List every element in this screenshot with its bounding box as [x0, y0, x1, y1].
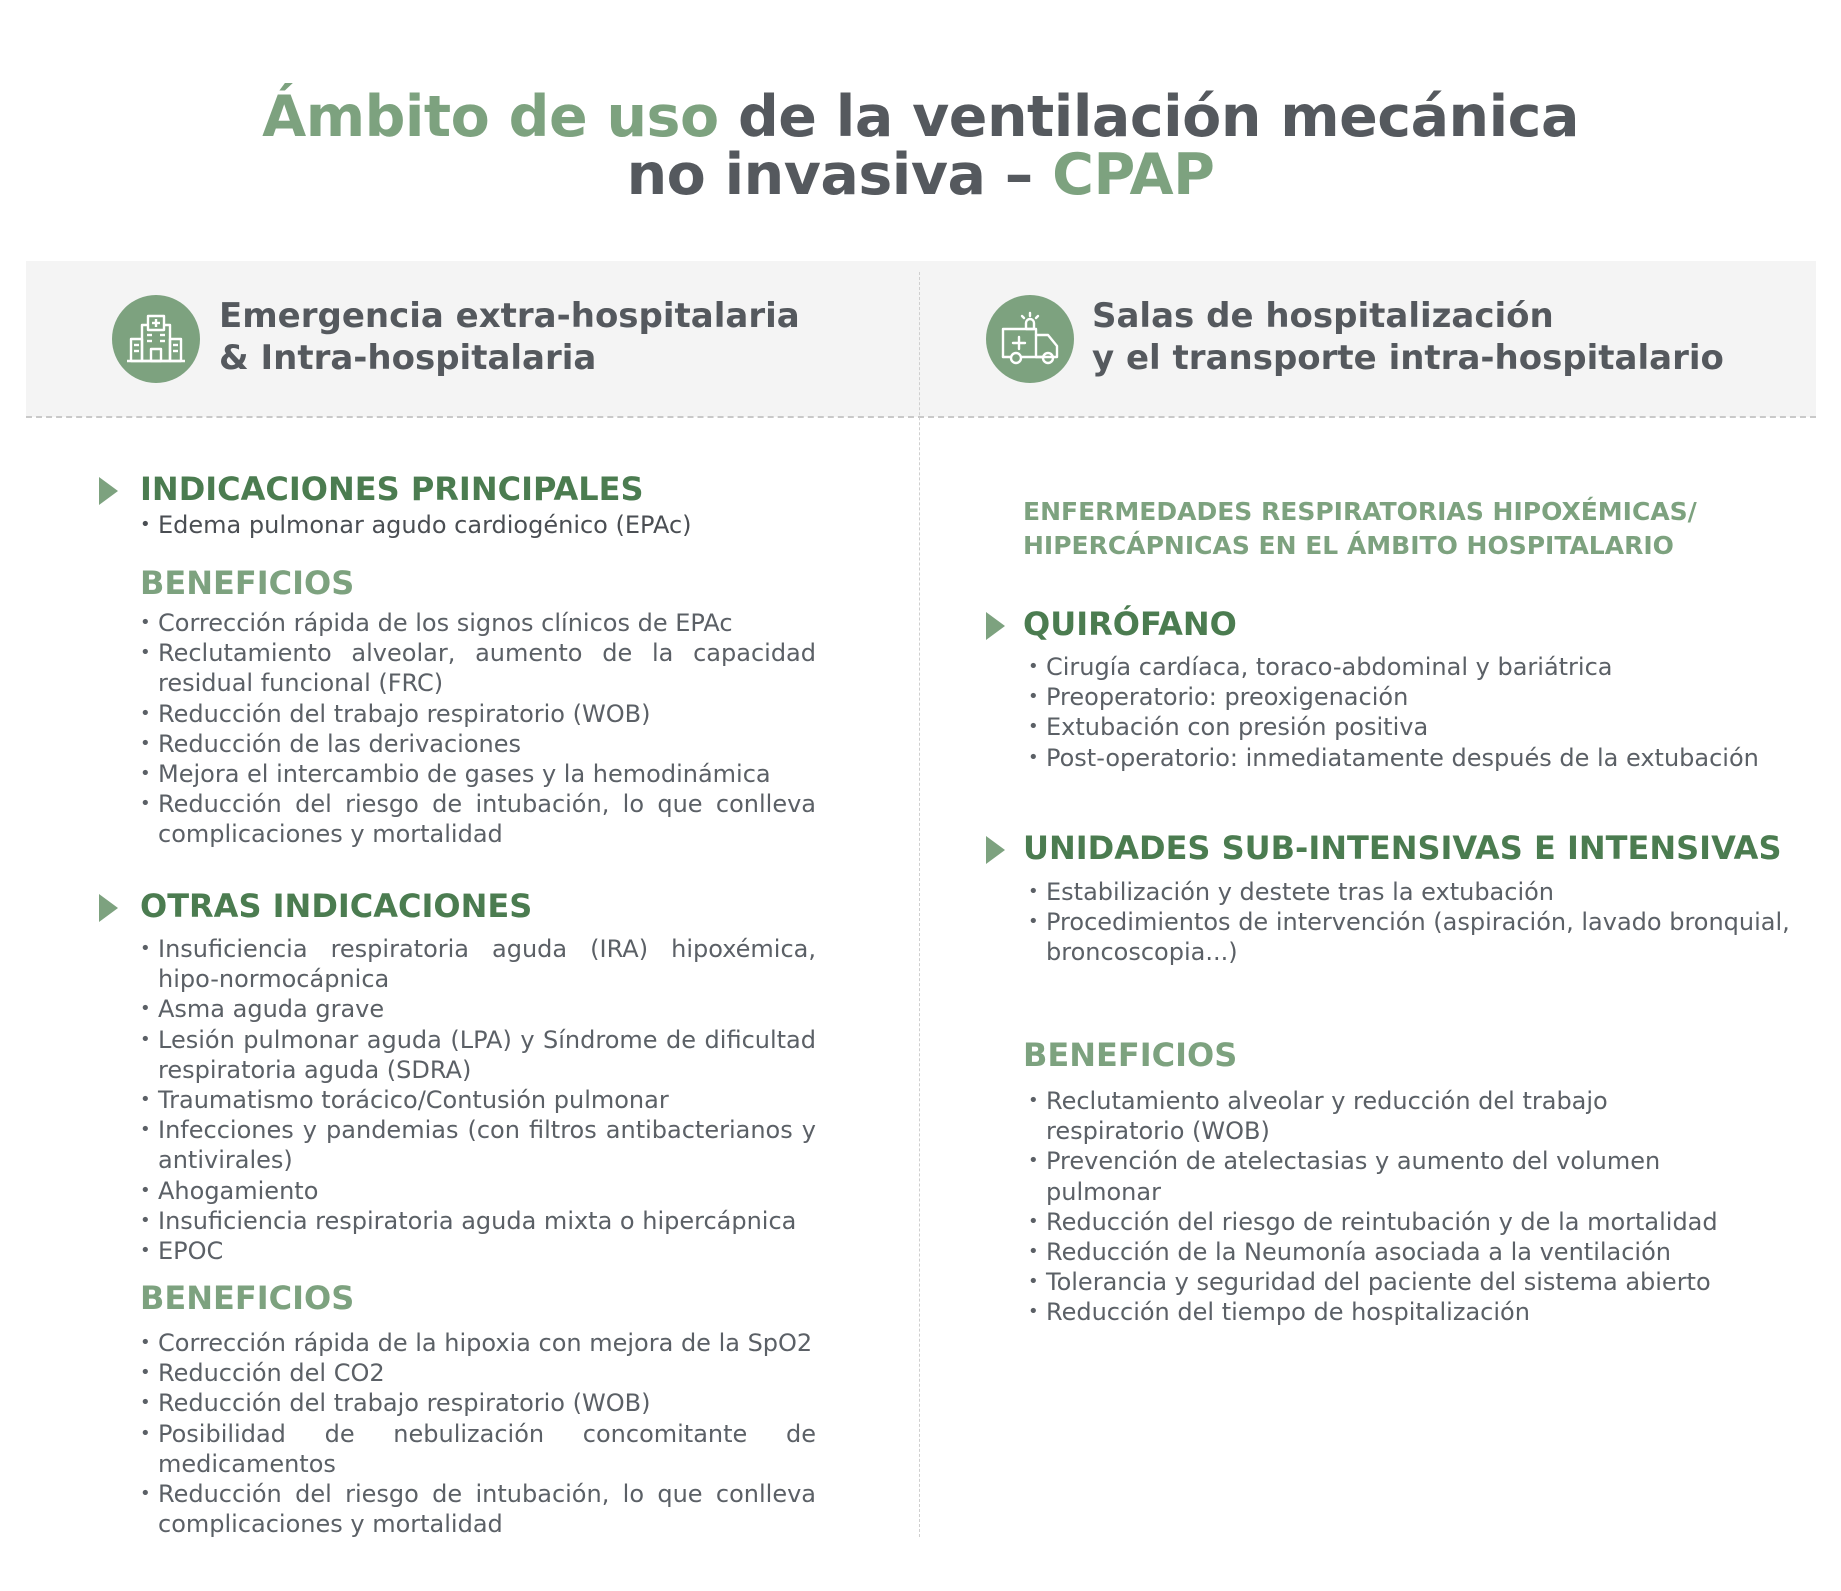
list-item: • Insuficiencia respiratoria aguda mixta o hipercápnica — [140, 1206, 816, 1236]
title-accent-1: Ámbito de uso — [262, 84, 719, 150]
enfermedades-line-2: HIPERCÁPNICAS EN EL ÁMBITO HOSPITALARIO — [1023, 531, 1674, 560]
list-item: • Estabilización y destete tras la extubación — [1028, 877, 1818, 907]
column-divider — [919, 272, 920, 1537]
list-item: • Corrección rápida de los signos clínicos de EPAc — [140, 608, 816, 638]
title-rest-1: de la ventilación mecánica — [718, 84, 1579, 150]
right-header-line-2: y el transporte intra-hospitalario — [1092, 338, 1724, 378]
list-item: • Reclutamiento alveolar y reducción del trabajo respiratorio (WOB) — [1028, 1086, 1636, 1146]
enfermedades-subhead — [1023, 495, 1697, 563]
list-item: • Lesión pulmonar aguda (LPA) y Síndrome de dificultad respiratoria aguda (SDRA) — [140, 1025, 816, 1085]
unidades-title: UNIDADES SUB-INTENSIVAS E INTENSIVAS — [1023, 829, 1782, 867]
beneficios-1-list — [140, 608, 816, 850]
enfermedades-line-1: ENFERMEDADES RESPIRATORIAS HIPOXÉMICAS/ — [1023, 497, 1697, 526]
list-item: • Corrección rápida de la hipoxia con mejora de la SpO2 — [140, 1328, 826, 1358]
otras-arrow-icon — [99, 894, 118, 922]
indicaciones-arrow-icon — [99, 477, 118, 505]
title-line-1 — [0, 84, 1841, 150]
otras-indicaciones-list — [140, 934, 816, 1266]
list-item: • Extubación con presión positiva — [1028, 712, 1818, 742]
list-item: • Procedimientos de intervención (aspiración, lavado bronquial, broncoscopia...) — [1028, 907, 1818, 967]
left-header-line-2: & Intra-hospitalaria — [219, 338, 597, 378]
hospital-building-icon — [112, 295, 200, 383]
list-item: • Reducción del CO2 — [140, 1358, 826, 1388]
header-band-divider — [26, 416, 1816, 418]
quirofano-title: QUIRÓFANO — [1023, 605, 1237, 643]
beneficios-2-list — [140, 1328, 826, 1539]
list-item: • Posibilidad de nebulización concomitante de medicamentos — [140, 1419, 826, 1479]
list-item: • Post-operatorio: inmediatamente después de la extubación — [1028, 743, 1818, 773]
list-item: • Tolerancia y seguridad del paciente del sistema abierto — [1028, 1267, 1748, 1297]
list-item: • Reducción del riesgo de intubación, lo que conlleva complicaciones y mortalidad — [140, 789, 816, 849]
list-item: • Infecciones y pandemias (con filtros antibacterianos y antivirales) — [140, 1115, 816, 1175]
beneficios-2-title: BENEFICIOS — [140, 1279, 355, 1317]
otras-indicaciones-title: OTRAS INDICACIONES — [140, 887, 533, 925]
title-accent-2: CPAP — [1052, 142, 1215, 208]
unidades-arrow-icon — [986, 836, 1005, 864]
ambulance-icon — [986, 295, 1074, 383]
list-item: • Mejora el intercambio de gases y la hemodinámica — [140, 759, 816, 789]
list-item: • Reclutamiento alveolar, aumento de la capacidad residual funcional (FRC) — [140, 638, 816, 698]
list-item: • Prevención de atelectasias y aumento del volumen pulmonar — [1028, 1146, 1666, 1206]
list-item: • Reducción del riesgo de reintubación y de la mortalidad — [1028, 1207, 1748, 1237]
list-item: • Cirugía cardíaca, toraco-abdominal y bariátrica — [1028, 652, 1818, 682]
beneficios-3-title: BENEFICIOS — [1023, 1036, 1238, 1074]
list-item: • Reducción del trabajo respiratorio (WOB) — [140, 699, 816, 729]
indicaciones-title: INDICACIONES PRINCIPALES — [140, 470, 644, 508]
title-line-2 — [0, 142, 1841, 208]
beneficios-3-list — [1028, 1086, 1748, 1328]
list-item: • Reducción de la Neumonía asociada a la ventilación — [1028, 1237, 1748, 1267]
title-rest-2: no invasiva – — [626, 142, 1053, 208]
list-item: • Reducción del riesgo de intubación, lo que conlleva complicaciones y mortalidad — [140, 1479, 826, 1539]
left-header-line-1: Emergencia extra-hospitalaria — [219, 296, 800, 336]
right-header-line-1: Salas de hospitalización — [1092, 296, 1554, 336]
list-item: • Ahogamiento — [140, 1176, 816, 1206]
list-item: • Reducción de las derivaciones — [140, 729, 816, 759]
list-item: • Reducción del trabajo respiratorio (WOB) — [140, 1388, 826, 1418]
list-item: • Asma aguda grave — [140, 994, 816, 1024]
unidades-list — [1028, 877, 1818, 968]
list-item: • Preoperatorio: preoxigenación — [1028, 682, 1818, 712]
right-header-title — [1092, 295, 1724, 379]
list-item: • EPOC — [140, 1236, 816, 1266]
quirofano-list — [1028, 652, 1818, 773]
list-item: • Insuficiencia respiratoria aguda (IRA) hipoxémica, hipo-normocápnica — [140, 934, 816, 994]
beneficios-1-title: BENEFICIOS — [140, 564, 355, 602]
page-title — [0, 84, 1841, 208]
list-item: • Reducción del tiempo de hospitalización — [1028, 1297, 1748, 1327]
quirofano-arrow-icon — [986, 612, 1005, 640]
left-header-title — [219, 295, 800, 379]
indicaciones-list — [140, 510, 860, 540]
list-item: • Edema pulmonar agudo cardiogénico (EPAc) — [140, 510, 860, 540]
list-item: • Traumatismo torácico/Contusión pulmonar — [140, 1085, 816, 1115]
